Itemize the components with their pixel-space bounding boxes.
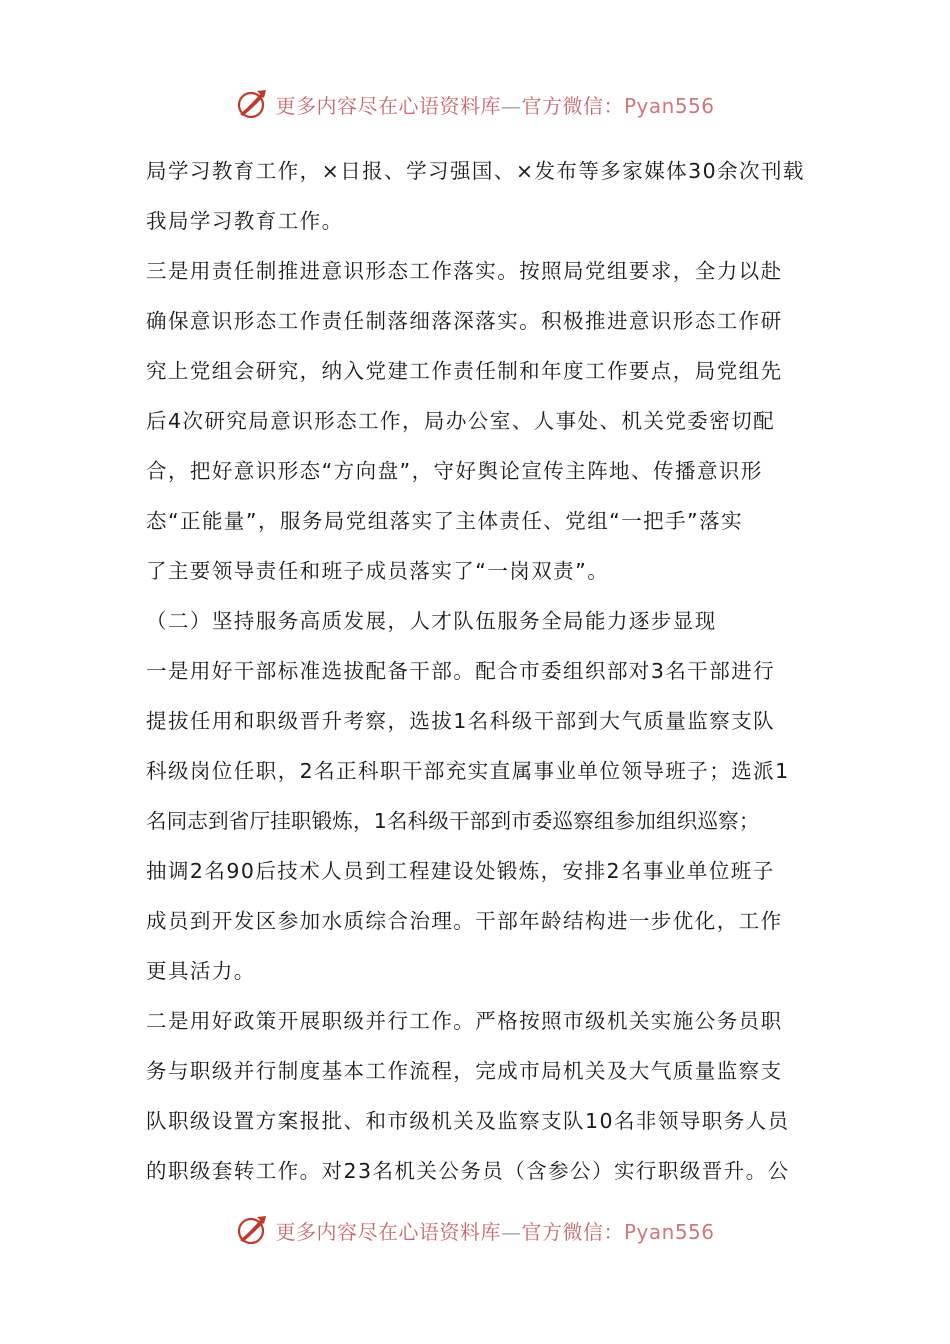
footer-banner (0, 1208, 950, 1252)
body-line: 抽调2名90后技术人员到工程建设处锻炼，安排2名事业单位班子 (146, 859, 775, 883)
footer-banner-text (275, 1216, 714, 1245)
body-line: 三是用责任制推进意识形态工作落实。按照局党组要求，全力以赴 (146, 259, 783, 283)
body-line: 提拔任用和职级晋升考察，选拔1名科级干部到大气质量监察支队 (146, 709, 776, 733)
body-line: 队职级设置方案报批、和市级机关及监察支队10名非领导职务人员 (146, 1109, 790, 1133)
body-line: 态“正能量”，服务局党组落实了主体责任、党组“一把手”落实 (146, 509, 744, 533)
body-line: 务与职级并行制度基本工作流程，完成市局机关及大气质量监察支 (146, 1059, 783, 1083)
footer-banner-title: 更多内容尽在心语资料库 (275, 1219, 501, 1244)
body-line: 一是用好干部标准选拔配备干部。配合市委组织部对3名干部进行 (146, 659, 776, 683)
header-banner-wechat-id: Pyan556 (623, 93, 715, 118)
body-line: 二是用好政策开展职级并行工作。严格按照市级机关实施公务员职 (146, 1009, 783, 1033)
body-line: 后4次研究局意识形态工作，局办公室、人事处、机关党委密切配 (146, 409, 776, 433)
pen-circle-logo-icon (235, 87, 269, 121)
header-banner-title: 更多内容尽在心语资料库 (275, 93, 501, 118)
footer-banner-wechat-id: Pyan556 (623, 1219, 715, 1244)
header-banner-wechat-label: 官方微信： (521, 93, 624, 118)
body-line: 我局学习教育工作。 (146, 209, 344, 233)
document-body (146, 146, 808, 1196)
footer-banner-wechat-label: 官方微信： (521, 1219, 624, 1244)
body-line: 局学习教育工作，×日报、学习强国、×发布等多家媒体30余次刊载 (146, 159, 805, 183)
body-line: 究上党组会研究，纳入党建工作责任制和年度工作要点，局党组先 (146, 359, 783, 383)
body-line: 科级岗位任职，2名正科职干部充实直属事业单位领导班子；选派1 (146, 759, 790, 783)
body-line: 更具活力。 (146, 959, 256, 983)
header-banner-text (275, 90, 714, 119)
pen-circle-logo-icon (235, 1213, 269, 1247)
header-banner-dash: — (500, 93, 522, 118)
body-line: 成员到开发区参加水质综合治理。干部年龄结构进一步优化，工作 (146, 909, 783, 933)
body-line: 名同志到省厅挂职锻炼，1名科级干部到市委巡察组参加组织巡察； (146, 809, 760, 833)
body-line: 确保意识形态工作责任制落细落深落实。积极推进意识形态工作研 (146, 309, 783, 333)
body-line: 合，把好意识形态“方向盘”，守好舆论宣传主阵地、传播意识形 (146, 459, 763, 483)
body-line: 了主要领导责任和班子成员落实了“一岗双责”。 (146, 559, 610, 583)
header-banner (0, 82, 950, 126)
section-heading: （二）坚持服务高质发展，人才队伍服务全局能力逐步显现 (146, 609, 717, 633)
footer-banner-dash: — (500, 1219, 522, 1244)
body-line: 的职级套转工作。对23名机关公务员（含参公）实行职级晋升。公 (146, 1159, 790, 1183)
